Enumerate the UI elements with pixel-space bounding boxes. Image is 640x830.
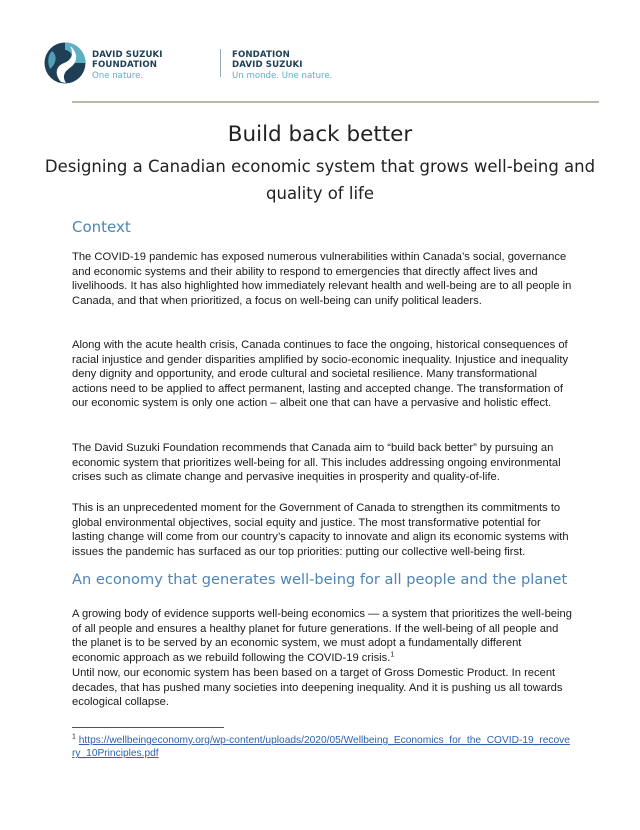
- logo-text-english: [92, 50, 163, 81]
- footnote-link[interactable]: https://wellbeingeconomy.org/wp-content/uploads/2020/05/Wellbeing_Economics_for_the_COVID-19_recovery_10Principles.pdf: [72, 735, 570, 760]
- context-paragraph-3: The David Suzuki Foundation recommends that Canada aim to “build back better” by pursuing an economic system that prioritizes well-being for all. This includes addressing ongoing environmental crises such as climate change and pervasive inequities in prosperity and quality-of-life.: [72, 442, 561, 484]
- footnote: [72, 734, 572, 761]
- context-paragraph-1: The COVID-19 pandemic has exposed numerous vulnerabilities within Canada’s social, governance and economic systems and their ability to respond to emergencies that directly affect lives and livelihoods. It has also highlighted how immediately relevant health and well-being are to all people in Canada, and that when prioritized, a focus on well-being can unify political leaders.: [72, 251, 572, 307]
- economy-paragraph-1-text: A growing body of evidence supports well-being economics — a system that prioritizes the well-being of all people and ensures a healthy planet for future generations. If the well-being of all people and the planet is to be served by an economic system, we must adopt a fundamentally different economic approach as we rebuild following the COVID-19 crisis.: [72, 608, 572, 664]
- section-heading-economy: An economy that generates well-being for all people and the planet: [72, 571, 568, 588]
- tagline-fr: Un monde. Une nature.: [232, 71, 333, 81]
- economy-paragraph-2: Until now, our economic system has been based on a target of Gross Domestic Product. In recent decades, that has pushed many societies into deepening inequality. And it is pushing us all towards ecological collapse.: [72, 667, 563, 709]
- org-name-en-line1: DAVID SUZUKI: [92, 50, 163, 60]
- context-paragraph-4: This is an unprecedented moment for the Government of Canada to strengthen its commitments to global environmental objectives, social equity and justice. The most transformative potential for lasting change will come from our country’s capacity to innovate and align its economic systems with issues the pandemic has surfaced as our top priorities: putting our collective well-being first.: [72, 502, 569, 558]
- header-rule: [72, 101, 599, 103]
- footnote-reference[interactable]: 1: [390, 651, 395, 659]
- logo-divider: [220, 49, 221, 77]
- org-name-en-line2: FOUNDATION: [92, 60, 158, 70]
- context-paragraph-2: Along with the acute health crisis, Canada continues to face the ongoing, historical consequences of racial injustice and gender disparities amplified by socio-economic inequality. Injustice and inequality deny dignity and opportunity, and erode cultural and societal resilience. Many transformational actions need to be applied to affect permanent, lasting and accepted change. The transformation of our economic system is only one action – albeit one that can have a pervasive and holistic effect.: [72, 339, 569, 410]
- footnote-separator: [72, 727, 224, 728]
- tagline-en: One nature.: [92, 71, 144, 81]
- document-title: Build back better: [227, 122, 413, 147]
- document-subtitle: Designing a Canadian economic system that grows well-being and quality of life: [44, 157, 596, 203]
- logo-text-french: [232, 50, 332, 81]
- org-name-fr-line1: FONDATION: [232, 50, 290, 60]
- section-heading-context: Context: [72, 218, 131, 236]
- dsf-logo-icon: [44, 42, 86, 84]
- footnote-number: 1: [72, 733, 76, 741]
- economy-paragraph-1: [72, 607, 572, 665]
- org-name-fr-line2: DAVID SUZUKI: [232, 60, 303, 70]
